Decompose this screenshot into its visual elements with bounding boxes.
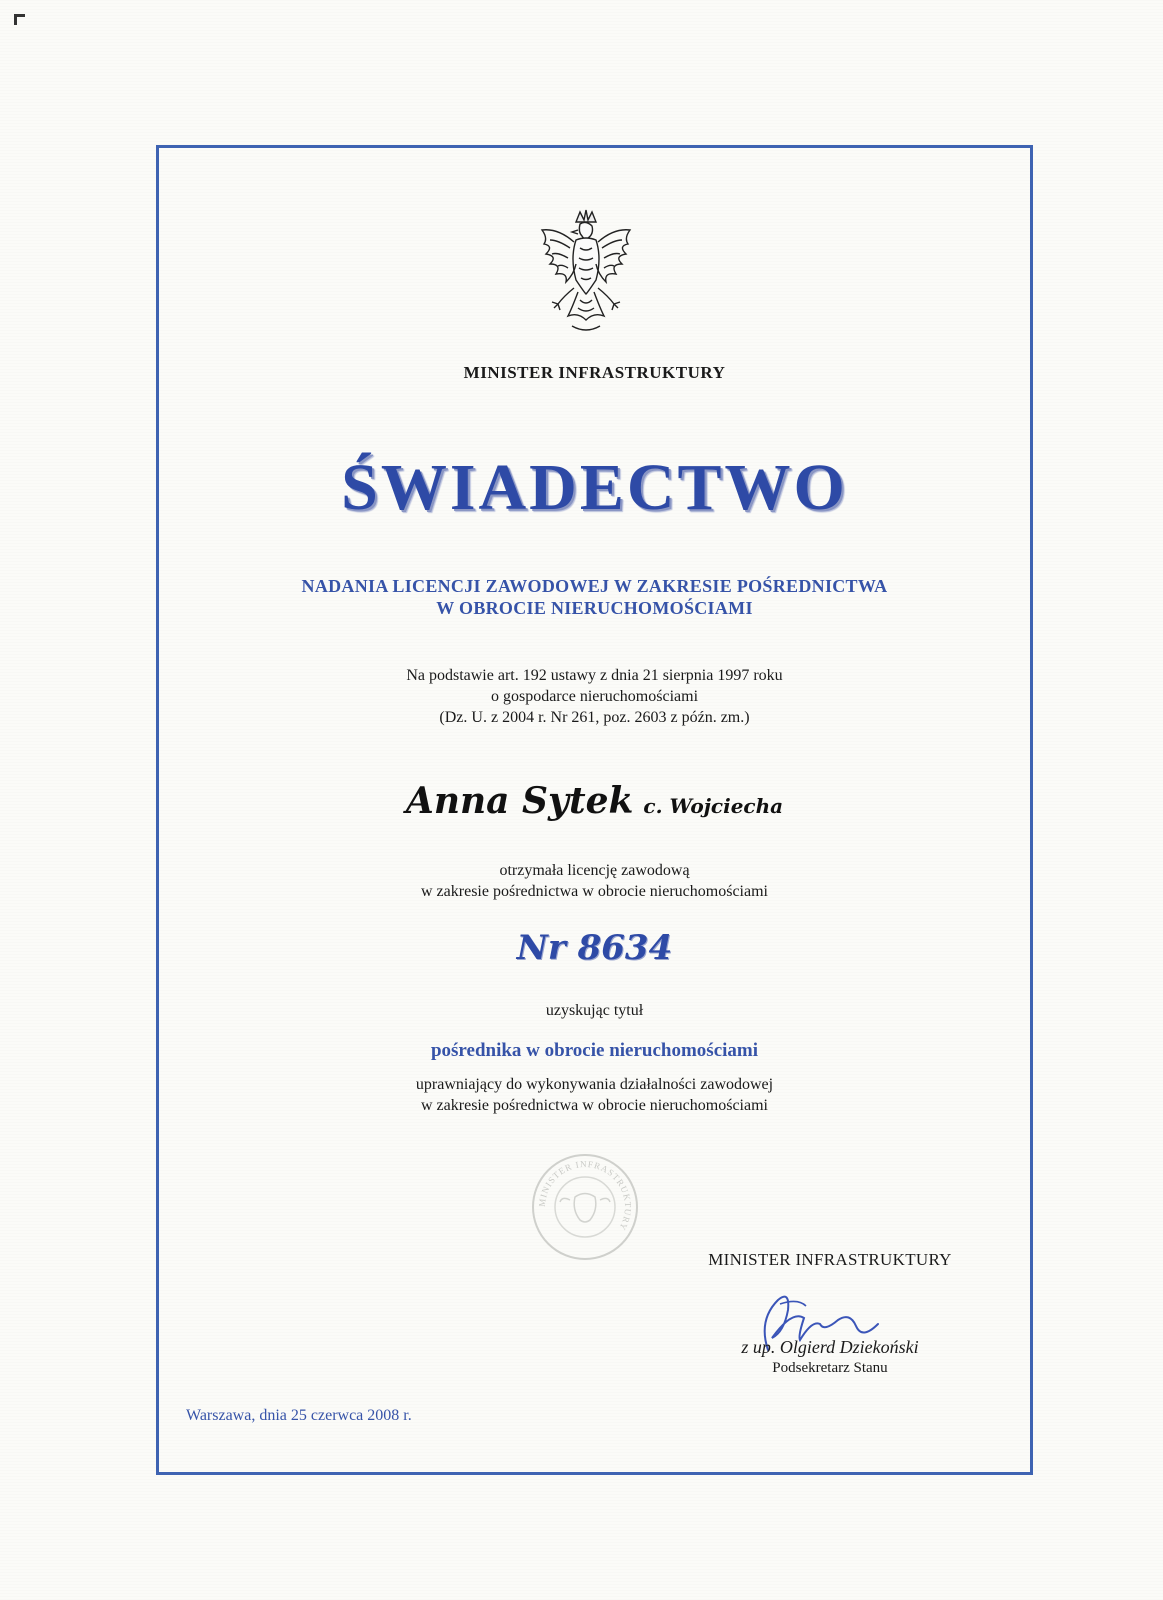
signer-name: z up. Olgierd Dziekoński (741, 1337, 919, 1357)
received-line-1: otrzymała licencję zawodową (499, 862, 690, 879)
legal-basis-line-3: (Dz. U. z 2004 r. Nr 261, poz. 2603 z późn. zm.) (439, 709, 750, 726)
legal-basis-line-1: Na podstawie art. 192 ustawy z dnia 21 sierpnia 1997 roku (406, 667, 783, 684)
legal-basis-line-2: o gospodarce nieruchomościami (490, 688, 699, 705)
signer-role: Podsekretarz Stanu (772, 1360, 888, 1376)
seal-text: MINISTER INFRASTRUKTURY (536, 1158, 634, 1233)
holder-father-name: c. Wojciecha (643, 794, 784, 818)
signatory-authority: MINISTER INFRASTRUKTURY (708, 1250, 952, 1269)
scan-corner-mark (14, 14, 25, 25)
subtitle-line-1: NADANIA LICENCJI ZAWODOWEJ W ZAKRESIE POŚREDNICTWA (301, 576, 888, 596)
polish-eagle-icon (528, 208, 644, 344)
subtitle-line-2: W OBROCIE NIERUCHOMOŚCIAMI (436, 598, 753, 618)
issuing-authority: MINISTER INFRASTRUKTURY (463, 363, 726, 382)
entitles-line-2: w zakresie pośrednictwa w obrocie nieruchomościami (421, 1097, 768, 1114)
place-and-date: Warszawa, dnia 25 czerwca 2008 r. (186, 1407, 412, 1424)
received-line-2: w zakresie pośrednictwa w obrocie nieruchomościami (421, 883, 768, 900)
holder-name: Anna Sytek (405, 780, 634, 822)
document-title: ŚWIADECTWO (341, 451, 848, 524)
holder-name-row (156, 780, 1033, 822)
entitles-line-1: uprawniający do wykonywania działalności zawodowej (415, 1076, 774, 1093)
license-number: Nr 8634 (516, 928, 673, 968)
professional-title: pośrednika w obrocie nieruchomościami (430, 1040, 759, 1061)
title-intro: uzyskując tytuł (545, 1002, 644, 1019)
embossed-seal-icon (530, 1152, 640, 1262)
